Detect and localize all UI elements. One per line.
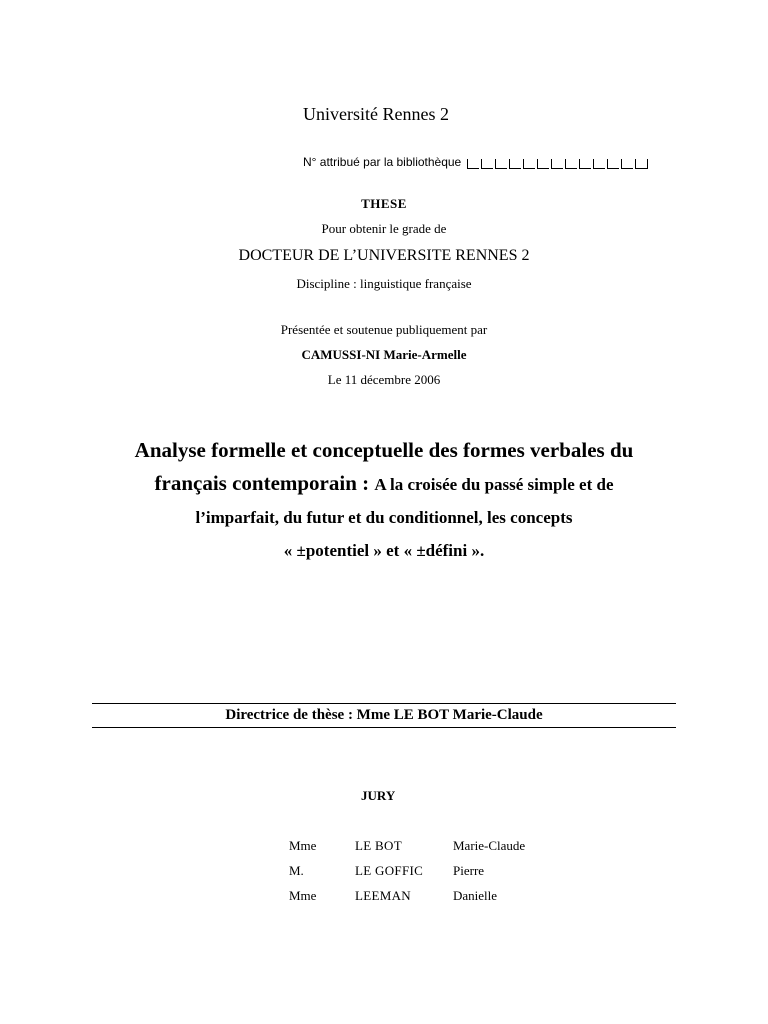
jury-first-name: Marie-Claude (453, 838, 526, 853)
title-line-1: Analyse formelle et conceptuelle des formes verbales du (134, 438, 634, 462)
director-text: Directrice de thèse : Mme LE BOT Marie-Claude (225, 707, 543, 723)
library-number-box (635, 159, 648, 169)
library-number-boxes (467, 158, 648, 169)
degree-title: DOCTEUR DE L’UNIVERSITE RENNES 2 (238, 247, 530, 264)
author-name: CAMUSSI-NI Marie-Armelle (301, 347, 467, 362)
library-number-box (495, 159, 507, 169)
jury-civility: Mme (289, 838, 317, 853)
library-number-box (607, 159, 619, 169)
library-number-box (467, 159, 479, 169)
jury-label: JURY (361, 788, 396, 803)
presented-by: Présentée et soutenue publiquement par (280, 322, 488, 337)
library-number-box (621, 159, 633, 169)
library-number-box (593, 159, 605, 169)
library-number-box (523, 159, 535, 169)
jury-civility: M. (289, 863, 304, 878)
grade-intro: Pour obtenir le grade de (321, 221, 447, 236)
jury-first-name: Pierre (453, 863, 485, 878)
university-name: Université Rennes 2 (303, 104, 449, 124)
these-label: THESE (361, 196, 407, 211)
title-line-4: « ±potentiel » et « ±défini ». (283, 541, 485, 560)
title-line-2-main: français contemporain : (154, 471, 375, 495)
library-number-box (481, 159, 493, 169)
jury-last-name: LEEMAN (355, 888, 411, 903)
library-number-box (579, 159, 591, 169)
jury-last-name: LE BOT (355, 838, 402, 853)
library-number-label: N° attribué par la bibliothèque (303, 155, 462, 169)
library-number-box (565, 159, 577, 169)
title-line-2-rest: A la croisée du passé simple et de (374, 475, 614, 494)
jury-civility: Mme (289, 888, 317, 903)
library-number-box (551, 159, 563, 169)
director-box (92, 703, 676, 728)
thesis-title (60, 434, 708, 567)
title-line-2 (60, 467, 708, 501)
library-number-line (303, 155, 648, 169)
jury-first-name: Danielle (453, 888, 498, 903)
title-line-3: l’imparfait, du futur et du conditionnel, les concepts (195, 508, 573, 527)
library-number-box (509, 159, 521, 169)
jury-last-name: LE GOFFIC (355, 863, 424, 878)
discipline: Discipline : linguistique française (296, 276, 472, 291)
library-number-box (537, 159, 549, 169)
defense-date: Le 11 décembre 2006 (327, 372, 441, 387)
